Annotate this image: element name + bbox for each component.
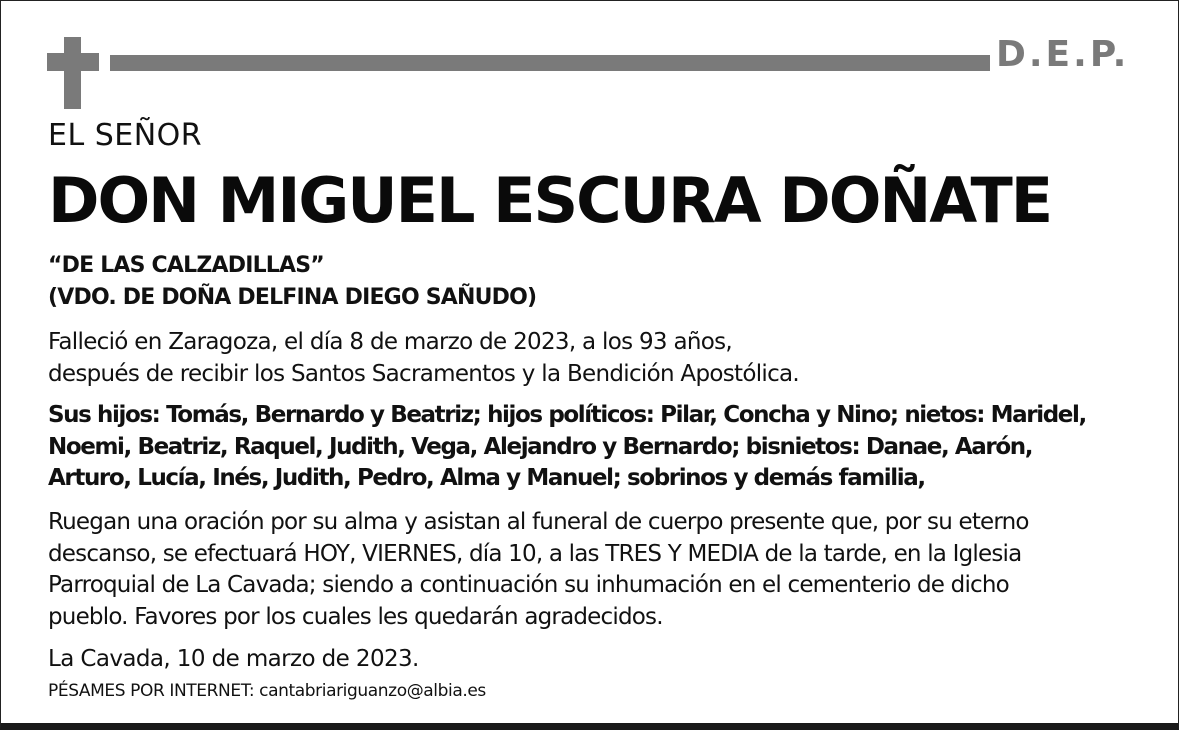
- honorific: EL SEÑOR: [48, 118, 203, 153]
- death-notice: [48, 327, 1158, 390]
- widower-of: (VDO. DE DOÑA DELFINA DIEGO SAÑUDO): [48, 285, 537, 310]
- family-line: Sus hijos: Tomás, Bernardo y Beatriz; hijos políticos: Pilar, Concha y Nino; nietos: Maridel,: [48, 402, 1086, 428]
- place-date: La Cavada, 10 de marzo de 2023.: [48, 646, 419, 672]
- family-line: Noemi, Beatriz, Raquel, Judith, Vega, Alejandro y Bernardo; bisnietos: Danae, Aarón,: [48, 433, 1033, 460]
- death-notice-line: Falleció en Zaragoza, el día 8 de marzo de 2023, a los 93 años,: [48, 329, 733, 355]
- funeral-line: Parroquial de La Cavada; siendo a continuación su inhumación en el cementerio de dicho: [48, 572, 1009, 598]
- family-list: [48, 400, 1158, 495]
- funeral-line: descanso, se efectuará HOY, VIERNES, día 10, a las TRES Y MEDIA de la tarde, en la Iglesia: [48, 540, 1022, 567]
- funeral-line: pueblo. Favores por los cuales les quedarán agradecidos.: [48, 603, 663, 630]
- death-notice-line: después de recibir los Santos Sacramentos y la Bendición Apostólica.: [48, 360, 800, 387]
- header-rule: [110, 55, 990, 71]
- nickname: “DE LAS CALZADILLAS”: [48, 253, 324, 278]
- cross-icon-vertical: [64, 37, 81, 109]
- family-line: Arturo, Lucía, Inés, Judith, Pedro, Alma y Manuel; sobrinos y demás familia,: [48, 465, 925, 491]
- cross-icon-horizontal: [47, 53, 99, 71]
- funeral-line: Ruegan una oración por su alma y asistan al funeral de cuerpo presente que, por su eterno: [48, 509, 1029, 535]
- condolences-contact: PÉSAMES POR INTERNET: cantabriariguanzo@albia.es: [48, 681, 486, 701]
- funeral-details: [48, 507, 1158, 633]
- dep-label: D.E.P.: [996, 34, 1130, 75]
- deceased-name: DON MIGUEL ESCURA DOÑATE: [48, 164, 1052, 237]
